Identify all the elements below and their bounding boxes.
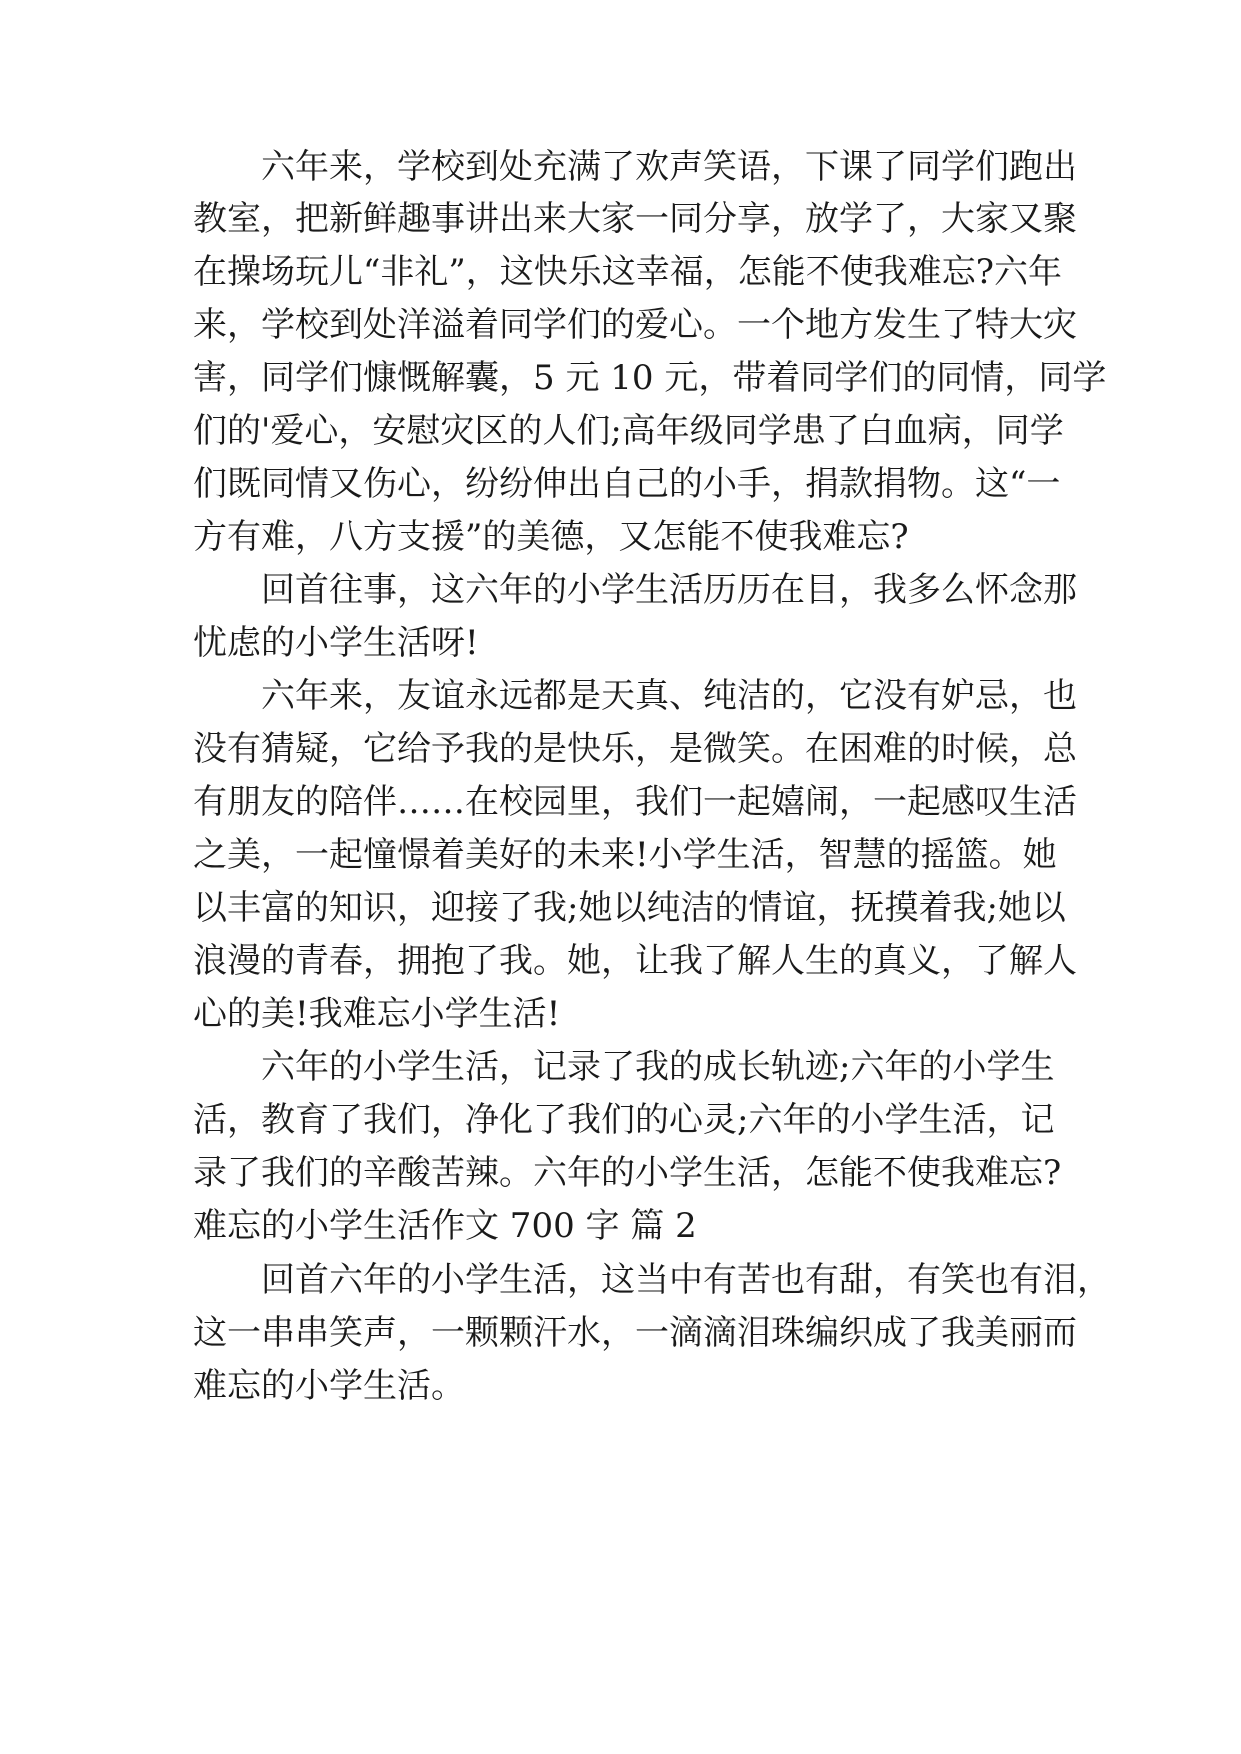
text-line: 活，教育了我们，净化了我们的心灵;六年的小学生活，记 bbox=[193, 1100, 1055, 1140]
text-line: 这一串串笑声，一颗颗汗水，一滴滴泪珠编织成了我美丽而 bbox=[193, 1313, 1077, 1353]
text-line: 害，同学们慷慨解囊，5 元 10 元，带着同学们的同情，同学 bbox=[193, 358, 1107, 398]
text-line: 有朋友的陪伴……在校园里，我们一起嬉闹，一起感叹生活 bbox=[193, 782, 1077, 822]
text-line: 在操场玩儿“非礼”，这快乐这幸福，怎能不使我难忘?六年 bbox=[193, 252, 1062, 292]
text-line: 回首往事，这六年的小学生活历历在目，我多么怀念那 bbox=[261, 570, 1077, 610]
text-line: 回首六年的小学生活，这当中有苦也有甜，有笑也有泪， bbox=[261, 1260, 1111, 1300]
section-heading: 难忘的小学生活作文 700 字 篇 2 bbox=[193, 1206, 697, 1246]
text-line: 教室，把新鲜趣事讲出来大家一同分享，放学了，大家又聚 bbox=[193, 199, 1077, 239]
text-line: 忧虑的小学生活呀! bbox=[193, 623, 479, 663]
text-line: 六年的小学生活，记录了我的成长轨迹;六年的小学生 bbox=[261, 1047, 1055, 1087]
text-line: 心的美!我难忘小学生活! bbox=[193, 994, 561, 1034]
text-line: 之美，一起憧憬着美好的未来!小学生活，智慧的摇篮。她 bbox=[193, 835, 1057, 875]
text-line: 方有难，八方支援”的美德，又怎能不使我难忘? bbox=[193, 517, 909, 557]
text-line: 六年来，学校到处充满了欢声笑语，下课了同学们跑出 bbox=[261, 147, 1077, 187]
text-line: 录了我们的辛酸苦辣。六年的小学生活，怎能不使我难忘? bbox=[193, 1153, 1062, 1193]
text-line: 难忘的小学生活。 bbox=[193, 1366, 465, 1406]
text-line: 们的'爱心，安慰灾区的人们;高年级同学患了白血病，同学 bbox=[193, 411, 1064, 451]
text-line: 以丰富的知识，迎接了我;她以纯洁的情谊，抚摸着我;她以 bbox=[193, 888, 1066, 928]
text-line: 没有猜疑，它给予我的是快乐，是微笑。在困难的时候，总 bbox=[193, 729, 1077, 769]
text-line: 来，学校到处洋溢着同学们的爱心。一个地方发生了特大灾 bbox=[193, 305, 1077, 345]
text-line: 们既同情又伤心，纷纷伸出自己的小手，捐款捐物。这“一 bbox=[193, 464, 1061, 504]
text-line: 六年来，友谊永远都是天真、纯洁的，它没有妒忌，也 bbox=[261, 676, 1077, 716]
text-line: 浪漫的青春，拥抱了我。她，让我了解人生的真义，了解人 bbox=[193, 941, 1077, 981]
